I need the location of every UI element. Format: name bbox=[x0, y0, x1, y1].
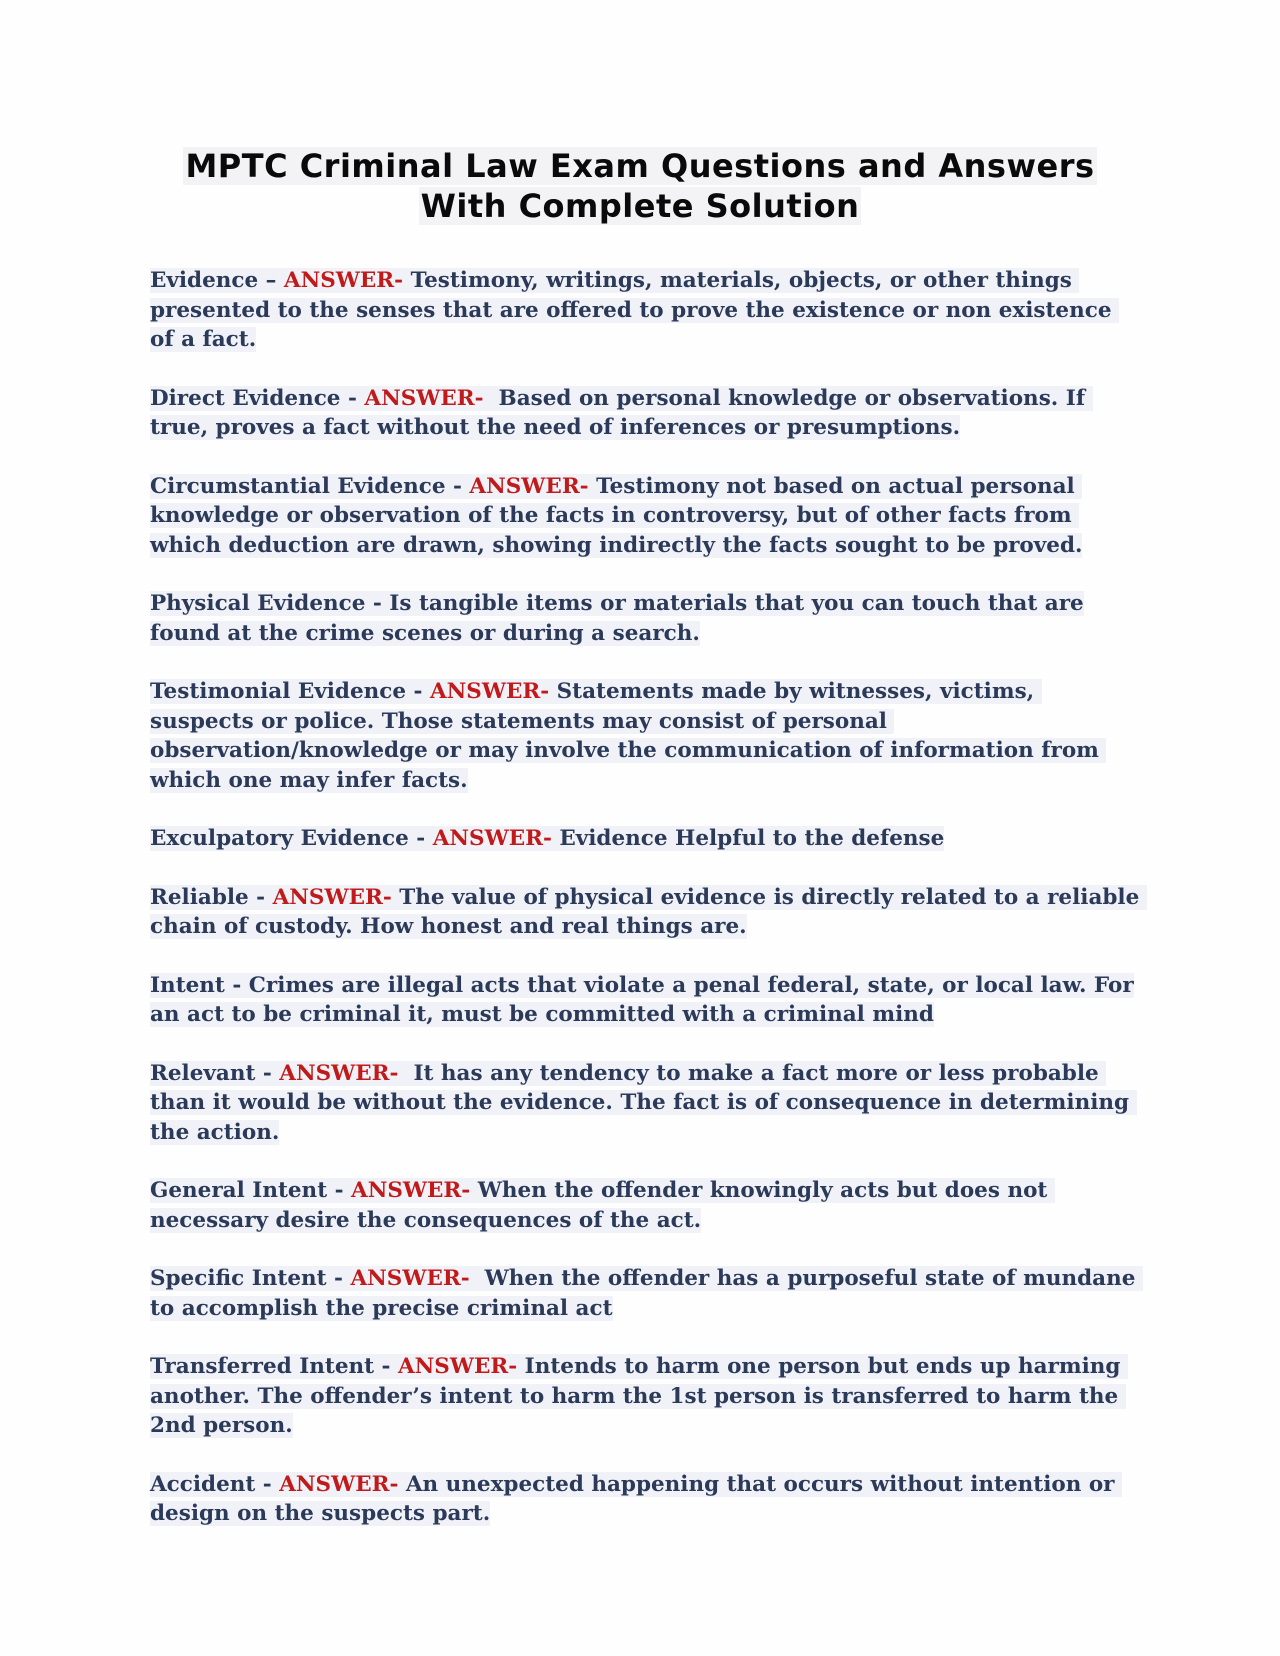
entry-term: Evidence – bbox=[150, 268, 284, 293]
entry-term: Circumstantial Evidence - bbox=[150, 473, 470, 499]
qa-entry-text bbox=[150, 885, 1147, 940]
entry-definition: Testimony, writings, materials, objects, or other things presented to the senses that are offered to prove the existence or non existence of a fact. bbox=[150, 268, 1120, 352]
qa-entry-text bbox=[150, 826, 944, 851]
entry-term: Accident - bbox=[150, 1471, 280, 1497]
qa-entry-text bbox=[150, 474, 1082, 558]
qa-entry-text bbox=[150, 1061, 1137, 1145]
entry-term: Transferred Intent - bbox=[150, 1354, 398, 1379]
qa-list bbox=[150, 266, 1147, 1558]
qa-entry-text bbox=[150, 973, 1134, 1028]
qa-entry-text bbox=[150, 386, 1093, 441]
qa-entry bbox=[150, 1264, 1143, 1323]
qa-entry bbox=[150, 384, 1140, 443]
qa-entry-text bbox=[150, 268, 1119, 352]
title-line-1: MPTC Criminal Law Exam Questions and Answers bbox=[185, 147, 1095, 185]
entry-definition: When the offender has a purposeful state of mundane to accomplish the precise criminal act bbox=[150, 1266, 1143, 1321]
entry-term: General Intent - bbox=[150, 1178, 352, 1203]
answer-label: ANSWER- bbox=[429, 679, 550, 704]
qa-entry-text bbox=[150, 679, 1106, 793]
qa-entry bbox=[150, 1470, 1140, 1529]
qa-entry bbox=[150, 1352, 1140, 1441]
answer-label: ANSWER- bbox=[272, 884, 392, 910]
qa-entry bbox=[150, 971, 1140, 1030]
entry-definition: Evidence Helpful to the defense bbox=[551, 826, 945, 851]
entry-definition: Testimony not based on actual personal knowledge or observation of the facts in controversy, but of other facts from which deduction are drawn, showing indirectly the facts sought to be proved. bbox=[150, 473, 1083, 558]
answer-label: ANSWER- bbox=[397, 1354, 518, 1379]
qa-entry bbox=[150, 266, 1140, 355]
qa-entry bbox=[150, 472, 1140, 561]
qa-entry bbox=[150, 1176, 1140, 1235]
entry-term: Relevant - bbox=[150, 1060, 280, 1086]
qa-entry-text bbox=[150, 1472, 1122, 1527]
qa-entry bbox=[150, 589, 1140, 648]
qa-entry bbox=[150, 1059, 1140, 1148]
entry-definition: An unexpected happening that occurs without intention or design on the suspects part. bbox=[150, 1471, 1122, 1526]
entry-term: Exculpatory Evidence - bbox=[150, 826, 433, 851]
entry-definition: Statements made by witnesses, victims, suspects or police. Those statements may consist of personal observation/knowledge or may involve the communication of information from which one may infer facts. bbox=[150, 679, 1107, 793]
entry-definition: It has any tendency to make a fact more or less probable than it would be without the evidence. The fact is of consequence in determining the action. bbox=[150, 1060, 1137, 1145]
entry-term: Direct Evidence - bbox=[150, 385, 365, 411]
entry-term: Testimonial Evidence - bbox=[150, 679, 430, 704]
answer-label: ANSWER- bbox=[350, 1266, 470, 1291]
answer-label: ANSWER- bbox=[351, 1178, 471, 1203]
qa-entry-text bbox=[150, 1178, 1055, 1233]
entry-term: Reliable - bbox=[150, 884, 273, 910]
qa-entry-text bbox=[150, 1266, 1143, 1321]
answer-label: ANSWER- bbox=[279, 1471, 399, 1497]
qa-entry-text bbox=[150, 591, 1084, 646]
qa-entry bbox=[150, 824, 1140, 854]
title-line-2: With Complete Solution bbox=[420, 187, 860, 225]
entry-term: Physical Evidence - Is tangible items or materials that you can touch that are found at the crime scenes or during a search. bbox=[150, 591, 1084, 646]
qa-entry-text bbox=[150, 1354, 1128, 1438]
entry-definition: When the offender knowingly acts but does not necessary desire the consequences of the act. bbox=[150, 1178, 1055, 1233]
entry-definition: Based on personal knowledge or observations. If true, proves a fact without the need of inferences or presumptions. bbox=[150, 385, 1093, 440]
answer-label: ANSWER- bbox=[469, 473, 589, 499]
answer-label: ANSWER- bbox=[283, 268, 404, 293]
qa-entry bbox=[150, 677, 1140, 795]
entry-term: Specific Intent - bbox=[150, 1266, 351, 1291]
document-title bbox=[150, 146, 1130, 226]
entry-definition: Intends to harm one person but ends up harming another. The offender’s intent to harm the 1st person is transferred to harm the 2nd person. bbox=[150, 1354, 1128, 1438]
entry-definition: The value of physical evidence is directly related to a reliable chain of custody. How honest and real things are. bbox=[150, 884, 1147, 939]
entry-term: Intent - Crimes are illegal acts that violate a penal federal, state, or local law. For an act to be criminal it, must be committed with a criminal mind bbox=[150, 972, 1134, 1027]
qa-entry bbox=[150, 883, 1147, 942]
answer-label: ANSWER- bbox=[364, 385, 484, 411]
answer-label: ANSWER- bbox=[432, 826, 552, 851]
answer-label: ANSWER- bbox=[279, 1060, 399, 1086]
